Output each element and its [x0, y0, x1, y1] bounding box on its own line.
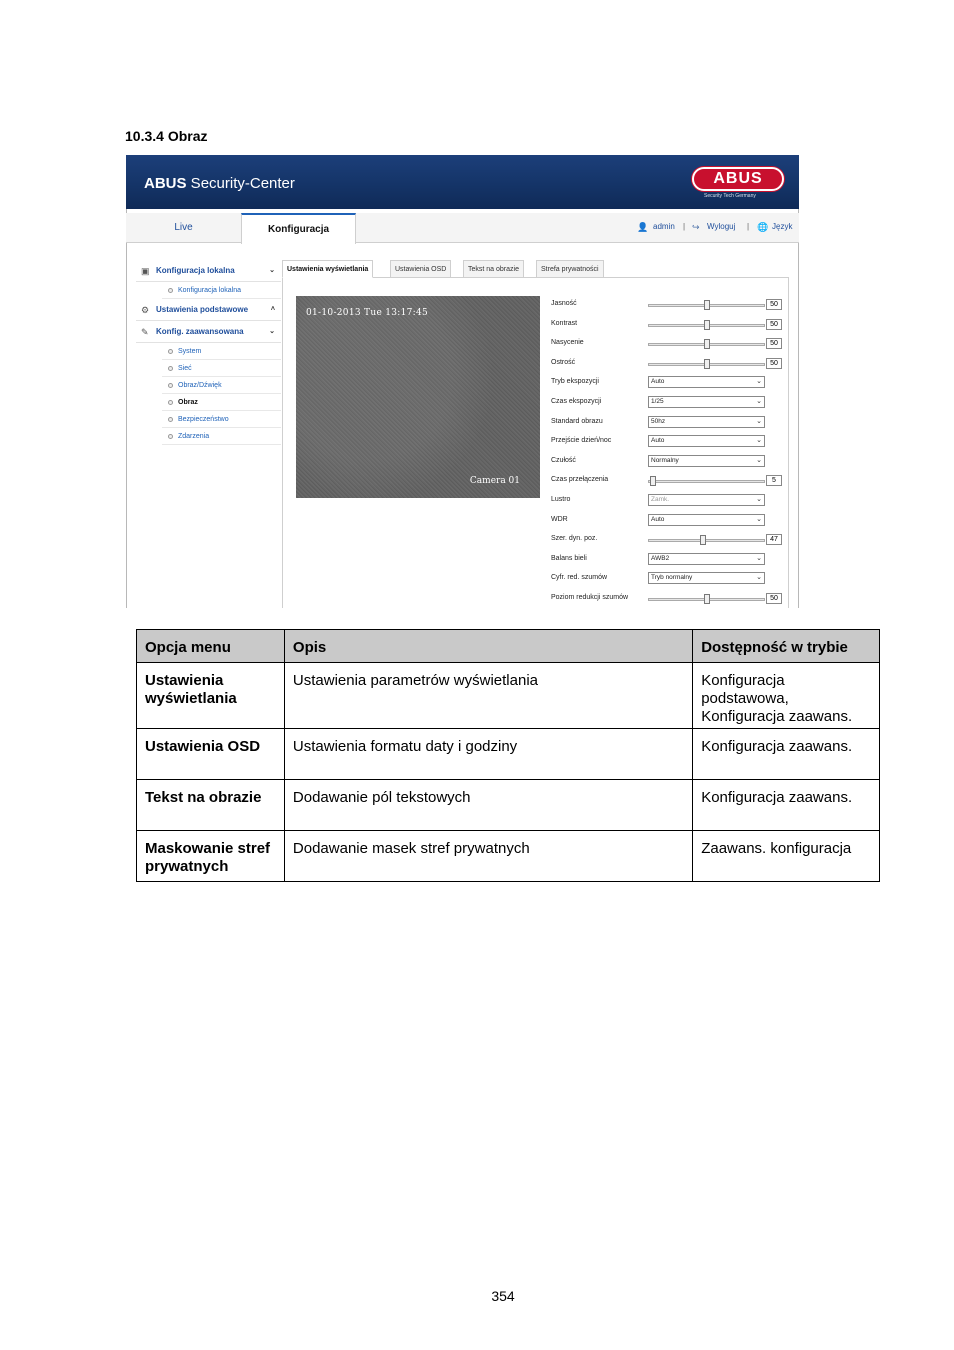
setting-row: [551, 452, 791, 472]
wrench-icon: ✎: [141, 327, 149, 337]
select-value: Tryb normalny: [651, 574, 693, 582]
monitor-icon: ▣: [141, 266, 150, 276]
setting-row: [551, 413, 791, 433]
setting-row: [551, 491, 791, 511]
chevron-down-icon: ⌄: [756, 574, 762, 582]
setting-label: Lustro: [551, 495, 571, 503]
sidebar-item-network[interactable]: Sieć: [162, 360, 281, 377]
sidebar-group-basic[interactable]: ⚙ Ustawienia podstawowe ˄: [136, 299, 281, 321]
select-value: 50hz: [651, 417, 666, 425]
sidebar-item-image[interactable]: Obraz: [162, 394, 281, 411]
screenshot-frame: [126, 155, 799, 608]
language-link[interactable]: Język: [772, 222, 793, 231]
setting-row: [551, 354, 791, 374]
table-header-row: [137, 630, 880, 663]
table-cell-availability: Konfiguracja zaawans.: [693, 780, 880, 831]
setting-label: Nasycenie: [551, 339, 584, 347]
setting-label: Jasność: [551, 300, 577, 307]
chevron-down-icon: ⌄: [756, 437, 762, 445]
setting-row: [551, 530, 791, 550]
tab-konfiguracja[interactable]: Konfiguracja: [241, 213, 356, 244]
setting-label: Standard obrazu: [551, 417, 603, 425]
bullet-icon: [168, 434, 173, 439]
slider-value-field[interactable]: 50: [766, 319, 782, 330]
slider-thumb[interactable]: [650, 476, 656, 486]
select-value: Normalny: [651, 456, 679, 464]
user-link[interactable]: admin: [653, 222, 675, 231]
select-value: AWB2: [651, 554, 670, 562]
setting-select[interactable]: [648, 494, 765, 506]
setting-select[interactable]: [648, 553, 765, 565]
section-heading: 10.3.4 Obraz: [125, 128, 208, 144]
setting-select[interactable]: [648, 572, 765, 584]
chevron-down-icon: ⌄: [756, 456, 762, 464]
setting-row: [551, 334, 791, 354]
select-value: Auto: [651, 515, 665, 523]
setting-row: [551, 589, 791, 609]
chevron-down-icon: ⌄: [756, 417, 762, 425]
select-value: 1/25: [651, 397, 664, 405]
setting-row: [551, 432, 791, 452]
chevron-down-icon: ⌄: [269, 328, 275, 335]
chevron-down-icon: ⌄: [269, 267, 275, 274]
setting-label: WDR: [551, 515, 568, 523]
nav-separator: |: [747, 222, 750, 231]
tab-live[interactable]: Live: [174, 222, 193, 233]
bullet-icon: [168, 349, 173, 354]
setting-select[interactable]: [648, 376, 765, 388]
slider-value-field[interactable]: 50: [766, 299, 782, 310]
table-cell-option: Ustawienia wyświetlania: [137, 663, 285, 729]
select-value: Auto: [651, 378, 665, 386]
globe-icon: 🌐: [757, 222, 769, 232]
table-cell-availability: Konfiguracja podstawowa, Konfiguracja zaawans.: [693, 663, 880, 729]
setting-label: Czas przełączenia: [551, 476, 609, 484]
table-row: [137, 780, 880, 831]
nav-separator: |: [683, 222, 686, 231]
table-cell-option: Maskowanie stref prywatnych: [137, 831, 285, 882]
setting-label: Czas ekspozycji: [551, 397, 602, 405]
setting-row: [551, 569, 791, 589]
setting-label: Szer. dyn. poz.: [551, 535, 598, 543]
tab-display-settings[interactable]: Ustawienia wyświetlania: [282, 260, 373, 278]
tab-osd-settings[interactable]: Ustawienia OSD: [390, 260, 451, 278]
slider-thumb[interactable]: [704, 300, 710, 310]
setting-label: Poziom redukcji szumów: [551, 593, 629, 601]
image-settings: [551, 295, 791, 609]
app-title: ABUS Security-Center: [144, 175, 295, 192]
gear-icon: ⚙: [141, 305, 150, 315]
setting-select[interactable]: [648, 514, 765, 526]
setting-row: [551, 393, 791, 413]
chevron-down-icon: ⌄: [756, 554, 762, 562]
page-number: 354: [491, 1288, 515, 1304]
setting-row: [551, 550, 791, 570]
table-header: Dostępność w trybie: [693, 630, 880, 663]
tab-privacy-zone[interactable]: Strefa prywatności: [536, 260, 604, 278]
sidebar-group-local[interactable]: ▣ Konfiguracja lokalna ⌄: [136, 260, 281, 282]
setting-row: [551, 373, 791, 393]
chevron-up-icon: ˄: [270, 306, 275, 313]
setting-select[interactable]: [648, 455, 765, 467]
table-cell-availability: Konfiguracja zaawans.: [693, 729, 880, 780]
slider-thumb[interactable]: [704, 594, 710, 604]
chevron-down-icon: ⌄: [756, 515, 762, 523]
frame-border-left: [126, 209, 127, 608]
chevron-down-icon: ⌄: [756, 397, 762, 405]
sidebar-item-events[interactable]: Zdarzenia: [162, 428, 281, 445]
select-value: Auto: [651, 437, 665, 445]
slider-value-field[interactable]: 50: [766, 358, 782, 369]
table-header: Opcja menu: [137, 630, 285, 663]
sidebar-item-local-config[interactable]: Konfiguracja lokalna: [162, 282, 281, 299]
table-cell-description: Ustawienia parametrów wyświetlania: [284, 663, 692, 729]
osd-timestamp: 01-10-2013 Tue 13:17:45: [306, 308, 429, 318]
chevron-down-icon: ⌄: [756, 378, 762, 386]
bullet-icon: [168, 288, 173, 293]
sidebar-item-security[interactable]: Bezpieczeństwo: [162, 411, 281, 428]
table-header: Opis: [284, 630, 692, 663]
slider-value-field[interactable]: 47: [766, 534, 782, 545]
setting-label: Cyfr. red. szumów: [551, 574, 608, 582]
logo-tagline: Security Tech Germany: [704, 193, 756, 199]
slider-thumb[interactable]: [700, 535, 706, 545]
sidebar-item-system[interactable]: System: [162, 343, 281, 360]
sidebar-item-video-audio[interactable]: Obraz/Dźwięk: [162, 377, 281, 394]
setting-select[interactable]: [648, 396, 765, 408]
osd-camera-name: Camera 01: [469, 476, 520, 486]
sidebar: [136, 260, 281, 445]
setting-label: Kontrast: [551, 319, 578, 327]
table-cell-description: Ustawienia formatu daty i godziny: [284, 729, 692, 780]
setting-select[interactable]: [648, 435, 765, 447]
bullet-icon: [168, 417, 173, 422]
tab-text-overlay[interactable]: Tekst na obrazie: [463, 260, 524, 278]
slider-thumb[interactable]: [704, 320, 710, 330]
logout-icon: ↪: [692, 222, 700, 232]
setting-select[interactable]: [648, 416, 765, 428]
subtabs: [282, 260, 789, 278]
slider-track[interactable]: [648, 539, 765, 542]
user-icon: 👤: [637, 222, 649, 232]
setting-row: [551, 471, 791, 491]
abus-logo: ABUS: [692, 167, 784, 191]
bullet-icon: [168, 400, 173, 405]
frame-border-right: [798, 209, 799, 608]
slider-value-field[interactable]: 50: [766, 338, 782, 349]
setting-row: [551, 295, 791, 315]
slider-thumb[interactable]: [704, 339, 710, 349]
slider-track[interactable]: [648, 480, 765, 483]
table-row: [137, 663, 880, 729]
table-cell-description: Dodawanie masek stref prywatnych: [284, 831, 692, 882]
bullet-icon: [168, 366, 173, 371]
chevron-down-icon: ⌄: [756, 495, 762, 503]
setting-label: Przejście dzień/noc: [551, 437, 612, 445]
table-cell-description: Dodawanie pól tekstowych: [284, 780, 692, 831]
setting-label: Tryb ekspozycji: [551, 378, 599, 386]
video-preview: [296, 296, 540, 498]
app-header: [126, 155, 799, 209]
setting-row: [551, 511, 791, 531]
setting-label: Ostrość: [551, 358, 576, 366]
sidebar-group-advanced[interactable]: ✎ Konfig. zaawansowana ⌄: [136, 321, 281, 343]
slider-thumb[interactable]: [704, 359, 710, 369]
table-cell-option: Ustawienia OSD: [137, 729, 285, 780]
nav-bar: [126, 213, 799, 243]
table-row: [137, 831, 880, 882]
setting-row: [551, 315, 791, 335]
bullet-icon: [168, 383, 173, 388]
table-row: [137, 729, 880, 780]
logout-link[interactable]: Wyloguj: [707, 222, 736, 231]
menu-options-table: [136, 629, 880, 882]
setting-label: Balans bieli: [551, 554, 587, 562]
slider-value-field[interactable]: 50: [766, 593, 782, 604]
table-cell-availability: Zaawans. konfiguracja: [693, 831, 880, 882]
slider-value-field[interactable]: 5: [766, 475, 782, 486]
select-value: Zamk.: [651, 495, 670, 503]
setting-label: Czułość: [551, 456, 576, 464]
table-cell-option: Tekst na obrazie: [137, 780, 285, 831]
